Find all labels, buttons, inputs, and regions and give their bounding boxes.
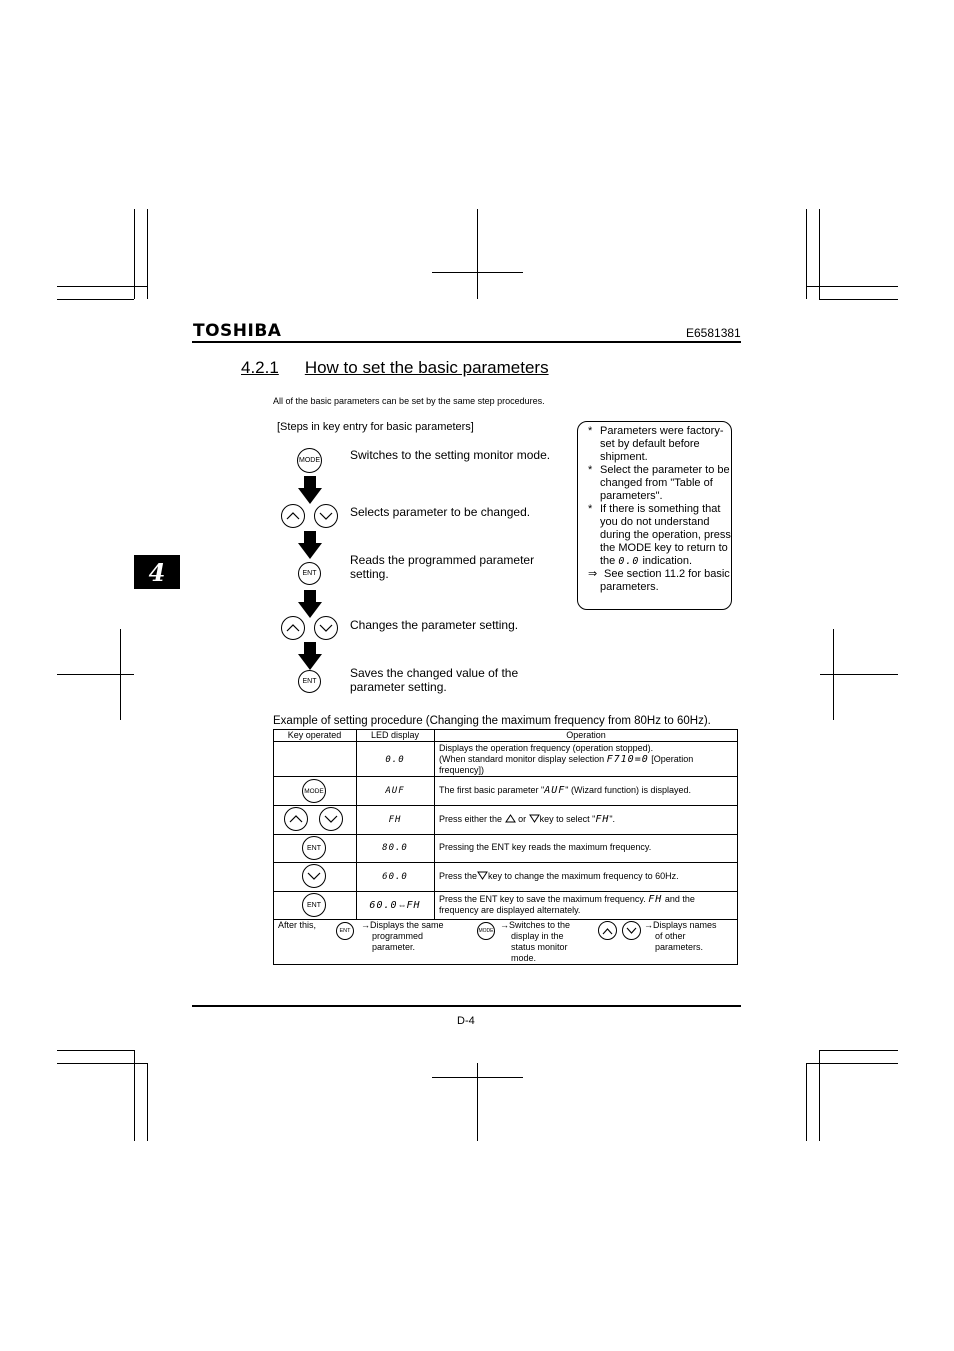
section-title <box>241 358 549 378</box>
crop-mark <box>432 272 523 273</box>
chevron-up-icon <box>286 511 300 521</box>
chevron-down-icon <box>319 623 333 633</box>
led-display: 80.0 <box>382 843 408 853</box>
step-3-text: Reads the programmed parameter setting. <box>350 553 535 581</box>
operation-text: Pressing the ENT key reads the maximum frequency. <box>439 842 652 852</box>
crop-mark <box>57 674 134 675</box>
ent-key[interactable]: ENT <box>298 562 321 585</box>
crop-mark <box>477 209 478 299</box>
intro-text: All of the basic parameters can be set by the same step procedures. <box>273 396 545 406</box>
crop-mark <box>819 1050 898 1051</box>
example-caption: Example of setting procedure (Changing the maximum frequency from 80Hz to 60Hz). <box>273 715 711 727</box>
crop-mark <box>806 1063 807 1141</box>
down-key[interactable] <box>622 921 641 940</box>
mode-key[interactable]: MODE <box>477 922 495 940</box>
column-header: LED display <box>370 730 420 740</box>
after-ent-text: →Displays the same programmed parameter. <box>361 920 444 952</box>
crop-mark <box>820 674 898 675</box>
crop-mark <box>806 1063 898 1064</box>
after-label: After this, <box>278 920 317 930</box>
up-triangle-icon <box>505 814 516 823</box>
header-rule <box>192 341 741 343</box>
operation-text: Press the key to change the maximum frequency to 60Hz. <box>439 871 679 881</box>
operation-text: Press the ENT key to save the maximum frequency. FH and the frequency are displayed alternately. <box>439 894 695 915</box>
led-display: 0.0 <box>385 755 405 765</box>
section-number: 4.2.1 <box>241 358 279 377</box>
down-triangle-icon <box>477 871 488 880</box>
down-arrow <box>298 476 322 504</box>
brand-logo: TOSHIBA <box>193 321 282 341</box>
document-number: E6581381 <box>686 326 741 340</box>
operation-text: Press either the or key to select "FH". <box>439 814 616 825</box>
up-key[interactable] <box>281 504 305 528</box>
chevron-up-icon <box>602 927 613 935</box>
chevron-down-icon <box>324 814 338 824</box>
down-triangle-icon <box>529 814 540 823</box>
led-display: FH <box>388 815 402 825</box>
after-mode-text: →Switches to the display in the status monitor mode. <box>500 920 571 963</box>
section-title-text: How to set the basic parameters <box>304 358 549 377</box>
crop-mark <box>57 299 134 300</box>
crop-mark <box>806 286 898 287</box>
down-arrow <box>298 590 322 618</box>
operation-text: The first basic parameter "AUF" (Wizard function) is displayed. <box>439 785 692 796</box>
after-arrows-text: →Displays names of other parameters. <box>644 920 717 952</box>
operation-text: Displays the operation frequency (operation stopped). (When standard monitor display selection F710=0 [Operation frequency]) <box>439 743 694 775</box>
chevron-up-icon <box>286 623 300 633</box>
ent-key[interactable]: ENT <box>298 670 321 693</box>
ent-key[interactable]: ENT <box>336 922 354 940</box>
step-2-text: Selects parameter to be changed. <box>350 505 531 519</box>
up-key[interactable] <box>281 616 305 640</box>
page-number: D-4 <box>457 1015 475 1027</box>
chevron-down-icon <box>307 871 321 881</box>
ent-key[interactable]: ENT <box>302 836 326 860</box>
crop-mark <box>57 286 147 287</box>
down-key[interactable] <box>314 616 338 640</box>
up-key[interactable] <box>598 921 617 940</box>
down-key[interactable] <box>319 807 343 831</box>
down-key[interactable] <box>314 504 338 528</box>
crop-mark <box>57 1063 147 1064</box>
steps-heading: [Steps in key entry for basic parameters] <box>277 421 474 433</box>
step-4-text: Changes the parameter setting. <box>350 618 519 632</box>
mode-key[interactable]: MODE <box>297 448 322 473</box>
ent-key[interactable]: ENT <box>302 893 326 917</box>
crop-mark <box>819 299 898 300</box>
note-item: ⇒ See section 11.2 for basic parameters. <box>588 568 730 593</box>
down-key[interactable] <box>302 864 326 888</box>
crop-mark <box>147 1063 148 1141</box>
led-text: 0.0 <box>618 556 640 567</box>
note-item: * If there is something that you do not understand during the operation, press the MODE key to return to the 0.0 indication. <box>588 503 731 567</box>
crop-mark <box>57 1050 134 1051</box>
chevron-down-icon <box>319 511 333 521</box>
mode-key[interactable]: MODE <box>302 779 326 803</box>
led-display: AUF <box>385 786 405 796</box>
chevron-up-icon <box>289 814 303 824</box>
chevron-down-icon <box>626 927 637 935</box>
down-arrow <box>298 531 322 559</box>
footer-rule <box>192 1005 741 1007</box>
up-key[interactable] <box>284 807 308 831</box>
down-arrow <box>298 642 322 670</box>
chapter-tab: 4 <box>134 555 180 589</box>
led-display: 60.0⇔FH <box>369 900 421 911</box>
crop-mark <box>147 209 148 299</box>
crop-mark <box>432 1077 523 1078</box>
column-header: Key operated <box>287 730 342 740</box>
step-5-text: Saves the changed value of the parameter setting. <box>350 666 519 694</box>
step-1-text: Switches to the setting monitor mode. <box>350 448 551 462</box>
note-item: * Select the parameter to be changed from "Table of parameters". <box>588 464 730 502</box>
column-header: Operation <box>566 730 606 740</box>
note-item: * Parameters were factory-set by default before shipment. <box>588 425 724 463</box>
crop-mark <box>477 1063 478 1141</box>
notes-box <box>577 421 732 610</box>
led-display: 60.0 <box>382 872 408 882</box>
